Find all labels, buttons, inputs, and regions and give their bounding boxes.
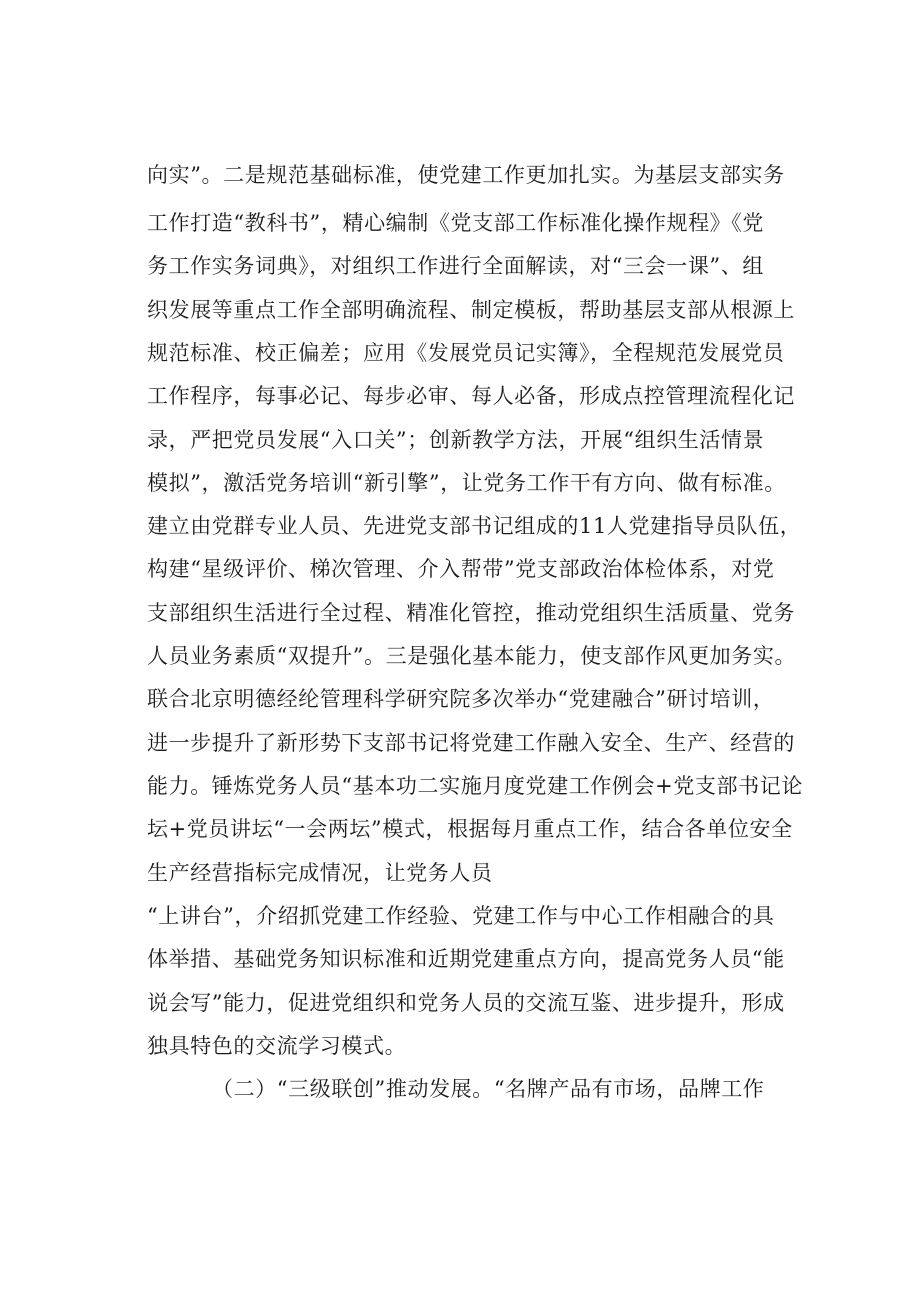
text-line: 进一步提升了新形势下支部书记将党建工作融入安全、生产、经营的 [147,731,795,755]
text-line: 联合北京明德经纶管理科学研究院多次举办“党建融合”研讨培训， [147,687,775,711]
section-heading-line: （二）“三级联创”推动发展。“名牌产品有市场，品牌工作 [212,1077,765,1101]
text-line: 生产经营指标完成情况，让党务人员 [147,861,493,885]
text-line: 坛+党员讲坛“一会两坛”模式，根据每月重点工作，结合各单位安全 [147,817,793,841]
text-line: 务工作实务词典》，对组织工作进行全面解读，对“三会一课”、组 [147,254,764,278]
text-line: 工作程序，每事必记、每步必审、每人必备，形成点控管理流程化记 [147,384,795,408]
text-line: 说会写”能力，促进党组织和党务人员的交流互鉴、进步提升，形成 [147,991,785,1015]
text-line: 能力。锤炼党务人员“基本功二实施月度党建工作例会+党支部书记论 [147,774,803,798]
text-line: 支部组织生活进行全过程、精准化管控，推动党组织生活质量、党务 [147,601,795,625]
text-line: 工作打造“教科书”，精心编制《党支部工作标准化操作规程》《党 [147,211,764,235]
text-line: 建立由党群专业人员、先进党支部书记组成的11人党建指导员队伍， [147,514,802,538]
text-line: 织发展等重点工作全部明确流程、制定模板，帮助基层支部从根源上 [147,298,795,322]
text-line: 构建“星级评价、梯次管理、介入帮带”党支部政治体检体系，对党 [147,557,775,581]
text-line: 人员业务素质“双提升”。三是强化基本能力，使支部作风更加务实。 [147,644,797,668]
text-line: 模拟”，激活党务培训“新引擎”，让党务工作干有方向、做有标准。 [147,471,786,495]
text-line: 规范标准、校正偏差；应用《发展党员记实簿》，全程规范发展党员 [147,341,785,365]
text-line: 录，严把党员发展“入口关”；创新教学方法，开展“组织生活情景 [147,428,765,452]
text-line: 体举措、基础党务知识标准和近期党建重点方向，提高党务人员“能 [147,947,785,971]
text-line: 独具特色的交流学习模式。 [147,1034,407,1058]
text-line: “上讲台”，介绍抓党建工作经验、党建工作与中心工作相融合的具 [147,904,775,928]
text-line: 向实”。二是规范基础标准，使党建工作更加扎实。为基层支部实务 [147,163,785,187]
